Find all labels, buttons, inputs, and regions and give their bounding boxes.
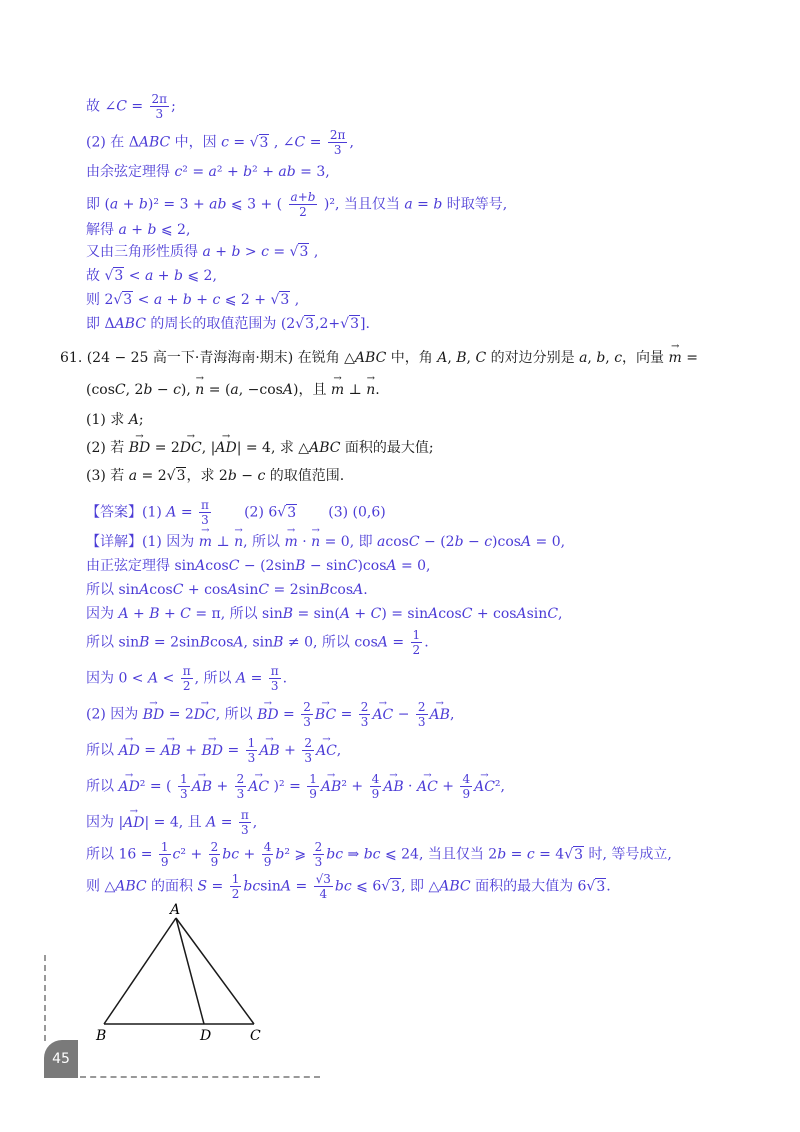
- problem-stem-line-1: 61. (24 − 25 高一下·青海海南·期末) 在锐角 △ABC 中，角 A, B, C 的对边分别是 a, b, c，向量 → m =: [60, 348, 698, 368]
- solution-line-5: 解得 a + b ⩽ 2,: [86, 222, 191, 238]
- segment-ad: [176, 918, 204, 1024]
- detail-line-11: 所以 16 = $\frac{1}{9}$ c² + $\frac{2}{9}$ bc + $\frac{4}{9}$ b² ⩾ $\frac{2}{3}$ bc ⇒ bc ⩽ 24, 当且仅当 2b = c = 4√3 时, 等号成立,: [86, 840, 672, 869]
- solution-line-4: 即 (a + b)² = 3 + ab ⩽ 3 + ( $\frac{a+b}{2}$ )², 当且仅当 a = b 时取等号,: [86, 190, 508, 219]
- detail-line-12: 则 △ABC 的面积 S = $\frac{1}{2}$ bcsinA = $\frac{√3}{4}$ bc ⩽ 6√3, 即 △ABC 面积的最大值为 6√3.: [86, 872, 611, 901]
- vertex-label-b: B: [96, 1028, 107, 1044]
- detail-line-8: 所以 → AD = → AB + → BD = $\frac{1}{3}$ → AB + $\frac{2}{3}$ → AC,: [86, 736, 341, 765]
- solution-line-7: 故 √3 < a + b ⩽ 2,: [86, 268, 217, 284]
- page-border-vertical: [44, 955, 46, 1041]
- solution-line-6: 又由三角形性质得 a + b > c = √3 ,: [86, 244, 319, 260]
- page-border-horizontal: [80, 1076, 320, 1078]
- point-label-d: D: [200, 1028, 212, 1044]
- detail-line-3: 所以 sinAcosC + cosAsinC = 2sinBcosA.: [86, 582, 368, 598]
- question-3: (3) 若 a = 2√3，求 2b − c 的取值范围.: [86, 468, 345, 484]
- solution-line-8: 则 2√3 < a + b + c ⩽ 2 + √3 ,: [86, 292, 300, 308]
- vertex-label-c: C: [250, 1028, 261, 1044]
- detail-line-4: 因为 A + B + C = π, 所以 sinB = sin(A + C) = sinAcosC + cosAsinC,: [86, 606, 563, 622]
- detail-line-6: 因为 0 < A < $\frac{\pi}{2}$ , 所以 A = $\frac{\pi}{3}$ .: [86, 664, 288, 693]
- detail-line-1: 【详解】(1) 因为 → m ⊥ → n, 所以 → m · → n = 0, 即 acosC − (2b − c)cosA = 0,: [86, 532, 565, 552]
- detail-line-9: 所以 → AD² = ( $\frac{1}{3}$ → AB + $\frac{2}{3}$ → AC )² = $\frac{1}{9}$ → AB² + $\frac{4}{9}$ → AB · → AC + $\frac{4}{9}$ → AC²,: [86, 772, 505, 801]
- vertex-label-a: A: [170, 902, 181, 918]
- problem-stem-line-2: (cosC, 2b − c), → n = (a, −cosA)，且 → m ⊥ → n.: [86, 380, 380, 400]
- detail-line-10: 因为 |→ AD| = 4, 且 A = $\frac{\pi}{3}$ ,: [86, 808, 257, 837]
- detail-line-5: 所以 sinB = 2sinBcosA, sinB ≠ 0, 所以 cosA = $\frac{1}{2}$ .: [86, 628, 429, 657]
- side-ac: [176, 918, 254, 1024]
- detail-line-7: (2) 因为 → BD = 2→ DC, 所以 → BD = $\frac{2}{3}$ → BC = $\frac{2}{3}$ → AC − $\frac{2}{3}$ → AB,: [86, 700, 454, 729]
- question-1: (1) 求 A;: [86, 412, 144, 428]
- answer-line: 【答案】(1) A = $\frac{\pi}{3}$ (2) 6√3 (3) (0,6): [86, 498, 386, 527]
- solution-line-3: 由余弦定理得 c² = a² + b² + ab = 3,: [86, 164, 330, 180]
- triangle-figure: [90, 898, 280, 1048]
- solution-line-1: 故 ∠C = $\frac{2\pi}{3}$ ;: [86, 92, 176, 121]
- question-2: (2) 若 → BD = 2→ DC, |→ AD| = 4, 求 △ABC 面积的最大值;: [86, 438, 434, 458]
- solution-line-2: (2) 在 ΔABC 中，因 c = √3 , ∠C = $\frac{2\pi}{3}$ ,: [86, 128, 354, 157]
- page-number: 45: [44, 1040, 78, 1078]
- side-ab: [104, 918, 176, 1024]
- solution-line-9: 即 ΔABC 的周长的取值范围为 (2√3,2+√3].: [86, 316, 370, 332]
- detail-line-2: 由正弦定理得 sinAcosC − (2sinB − sinC)cosA = 0,: [86, 558, 431, 574]
